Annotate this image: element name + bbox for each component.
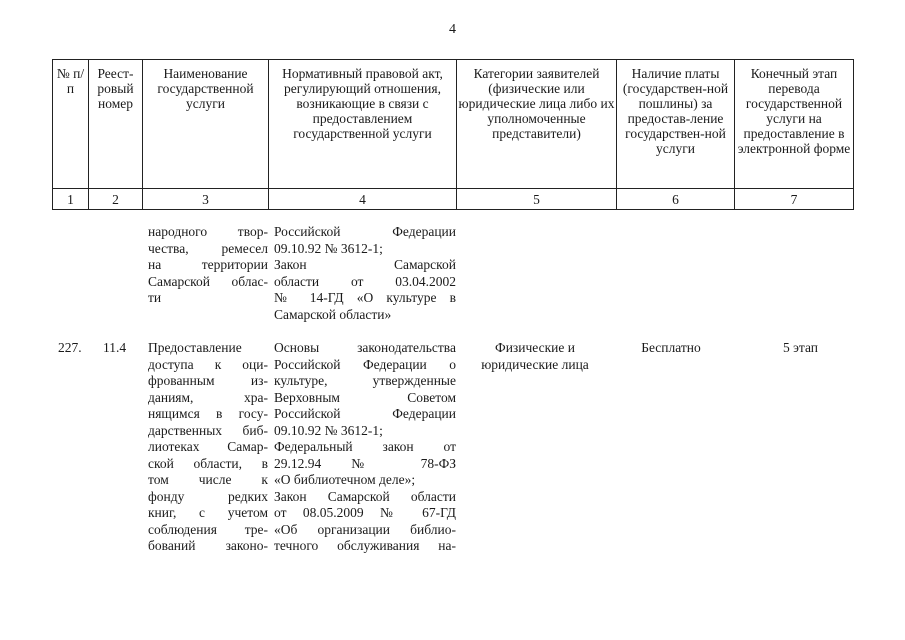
text-line: течного обслуживания на-	[274, 538, 456, 553]
column-number-row	[53, 189, 854, 210]
header-number: № п/п	[53, 60, 89, 189]
text-line: Самарской облас-	[148, 273, 268, 289]
header-final-stage: Конечный этап перевода государственной услуги на предоставление в электронной форме	[735, 60, 854, 189]
text-line: бований законо-	[148, 538, 268, 553]
header-legal-act: Нормативный правовой акт, регулирующий отношения, возникающие в связи с предоставлением государственной услуги	[269, 60, 457, 189]
row-number: 227.	[58, 340, 82, 355]
text-line: 09.10.92 № 3612-1;	[274, 422, 383, 438]
text-line: даниям, хра-	[148, 389, 268, 405]
row-fee: Бесплатно	[641, 340, 701, 355]
text-line: доступа к оци-	[148, 356, 268, 372]
row-legal-act	[274, 340, 456, 555]
text-line: лиотеках Самар-	[148, 439, 268, 454]
services-table-header	[52, 59, 854, 210]
column-number: 7	[735, 189, 854, 210]
text-line: 29.12.94 № 78-ФЗ	[274, 455, 456, 471]
text-line: Российской Федерации	[274, 224, 456, 239]
text-line: дарственных биб-	[148, 422, 268, 438]
row-applicants: Физические и юридические лица	[481, 340, 589, 372]
column-number: 5	[457, 189, 617, 210]
header-applicants: Категории заявителей (физические или юридические лица либо их уполномоченные представители)	[457, 60, 617, 189]
text-line: № 14-ГД «О культуре в	[274, 290, 456, 305]
text-line: Основы законодательства	[274, 340, 456, 355]
text-line: книг, с учетом	[148, 505, 268, 520]
continuation-legal-act	[274, 224, 456, 323]
text-line: Федеральный закон от	[274, 439, 456, 454]
row-service-name	[148, 340, 268, 555]
text-line: культуре, утвержденные	[274, 373, 456, 388]
column-number: 4	[269, 189, 457, 210]
text-line: «Об организации библио-	[274, 521, 456, 537]
text-line: Закон Самарской	[274, 257, 456, 272]
header-fee: Наличие платы (государствен-ной пошлины) за предостав-ление государствен-ной услуги	[617, 60, 735, 189]
column-number: 1	[53, 189, 89, 210]
row-registry-number: 11.4	[103, 340, 127, 355]
text-line: Самарской области»	[274, 306, 392, 322]
text-line: 09.10.92 № 3612-1;	[274, 240, 383, 256]
text-line: нящимся в госу-	[148, 406, 268, 421]
text-line: чества, ремесел	[148, 240, 268, 256]
text-line: Российской Федерации о	[274, 356, 456, 372]
text-line: области от 03.04.2002	[274, 273, 456, 289]
text-line: соблюдения тре-	[148, 521, 268, 537]
row-final-stage: 5 этап	[782, 340, 819, 355]
text-line: ской области, в	[148, 455, 268, 471]
text-line: Российской Федерации	[274, 406, 456, 421]
column-number: 6	[617, 189, 735, 210]
continuation-service-name	[148, 224, 268, 307]
header-registry: Реест-ровый номер	[89, 60, 143, 189]
text-line: ти	[148, 290, 162, 305]
column-number: 2	[89, 189, 143, 210]
page-number: 4	[449, 22, 456, 37]
text-line: Верховным Советом	[274, 389, 456, 405]
text-line: на территории	[148, 257, 268, 272]
header-row	[53, 60, 854, 189]
text-line: фонду редких	[148, 488, 268, 504]
text-line: Предоставление	[148, 340, 242, 355]
text-line: народного твор-	[148, 224, 268, 239]
text-line: «О библиотечном деле»;	[274, 472, 416, 487]
column-number: 3	[143, 189, 269, 210]
text-line: том числе к	[148, 472, 268, 487]
header-service-name: Наименование государственной услуги	[143, 60, 269, 189]
text-line: от 08.05.2009 № 67-ГД	[274, 505, 456, 520]
text-line: фрованным из-	[148, 373, 268, 388]
text-line: Закон Самарской области	[274, 488, 456, 504]
